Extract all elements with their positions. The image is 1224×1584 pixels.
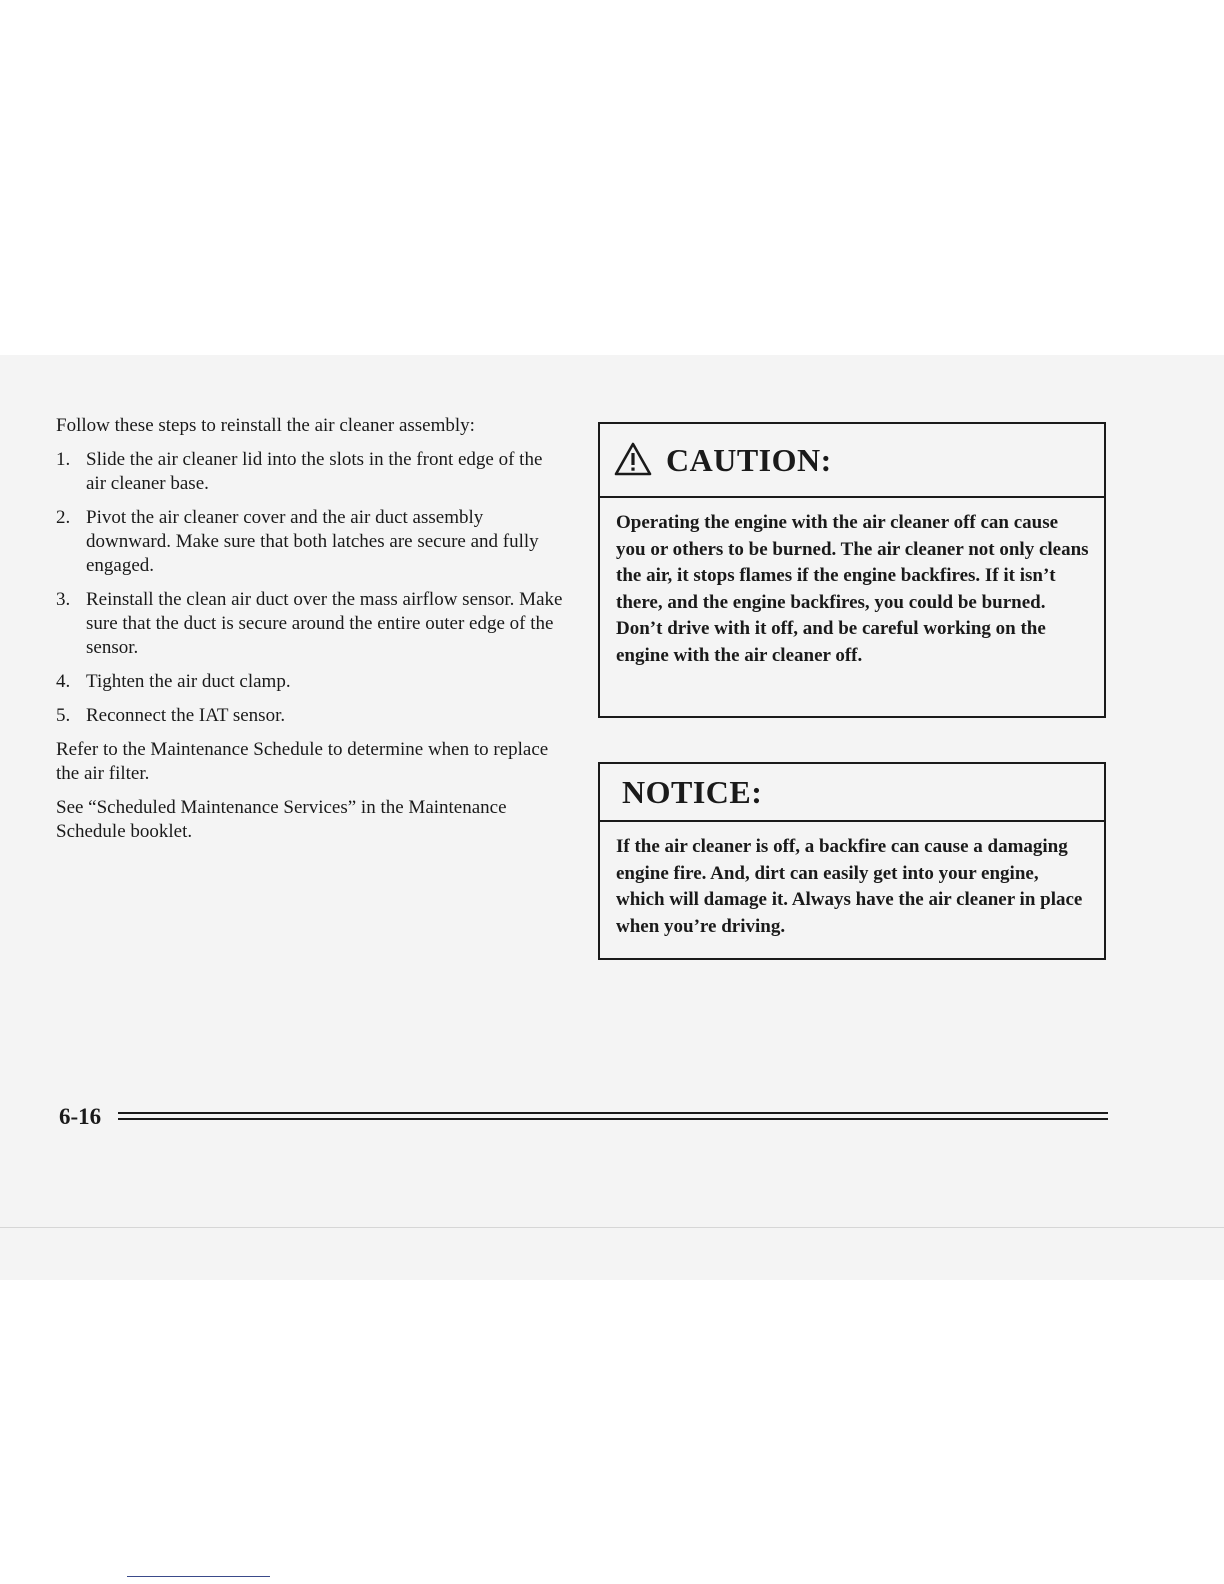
step-text: Reinstall the clean air duct over the mass airflow sensor. Make sure that the duct is secure around the entire outer edge of the sensor. [86, 589, 563, 658]
caution-header [600, 424, 1104, 498]
step-text: Slide the air cleaner lid into the slots in the front edge of the air cleaner base. [86, 449, 543, 494]
step-text: Pivot the air cleaner cover and the air duct assembly downward. Make sure that both latches are secure and fully engaged. [86, 507, 539, 576]
footer-rule-line [118, 1118, 1108, 1120]
step-number: 3. [56, 589, 71, 610]
step-text: Tighten the air duct clamp. [86, 671, 291, 692]
footer-rule-line [118, 1112, 1108, 1114]
scan-artifact-line [127, 1576, 270, 1577]
step-item [56, 704, 566, 728]
step-number: 4. [56, 671, 71, 692]
step-item [56, 670, 566, 694]
step-number: 2. [56, 507, 71, 528]
notice-box [598, 762, 1106, 960]
warning-triangle-icon [614, 442, 652, 476]
notice-title: NOTICE: [622, 773, 763, 810]
notice-body: If the air cleaner is off, a backfire can cause a damaging engine fire. And, dirt can easily get into your engine, which will damage it. Always have the air cleaner in place when you’re driving. [616, 836, 1083, 937]
caution-box [598, 422, 1106, 718]
steps-list [56, 448, 566, 728]
caution-title: CAUTION: [666, 441, 832, 478]
caution-body: Operating the engine with the air cleaner off can cause you or others to be burned. The air cleaner not only cleans the air, it stops flames if the engine backfires. If it isn’t there, and the engine backfires, you could be burned. Don’t drive with it off, and be careful working on the engine with the air cleaner off. [616, 512, 1089, 666]
footer-double-rule [118, 1112, 1108, 1120]
step-number: 1. [56, 449, 71, 470]
step-text: Reconnect the IAT sensor. [86, 705, 286, 726]
notice-header [600, 764, 1104, 822]
intro-text: Follow these steps to reinstall the air cleaner assembly: [56, 415, 475, 436]
step-number: 5. [56, 705, 71, 726]
scan-edge-line [0, 1227, 1224, 1228]
see-text: See “Scheduled Maintenance Services” in the Maintenance Schedule booklet. [56, 797, 507, 842]
page-number: 6-16 [59, 1104, 102, 1129]
step-item [56, 448, 566, 496]
refer-text: Refer to the Maintenance Schedule to determine when to replace the air filter. [56, 739, 549, 784]
step-item [56, 506, 566, 578]
step-item [56, 588, 566, 660]
instructions-column [56, 414, 566, 854]
